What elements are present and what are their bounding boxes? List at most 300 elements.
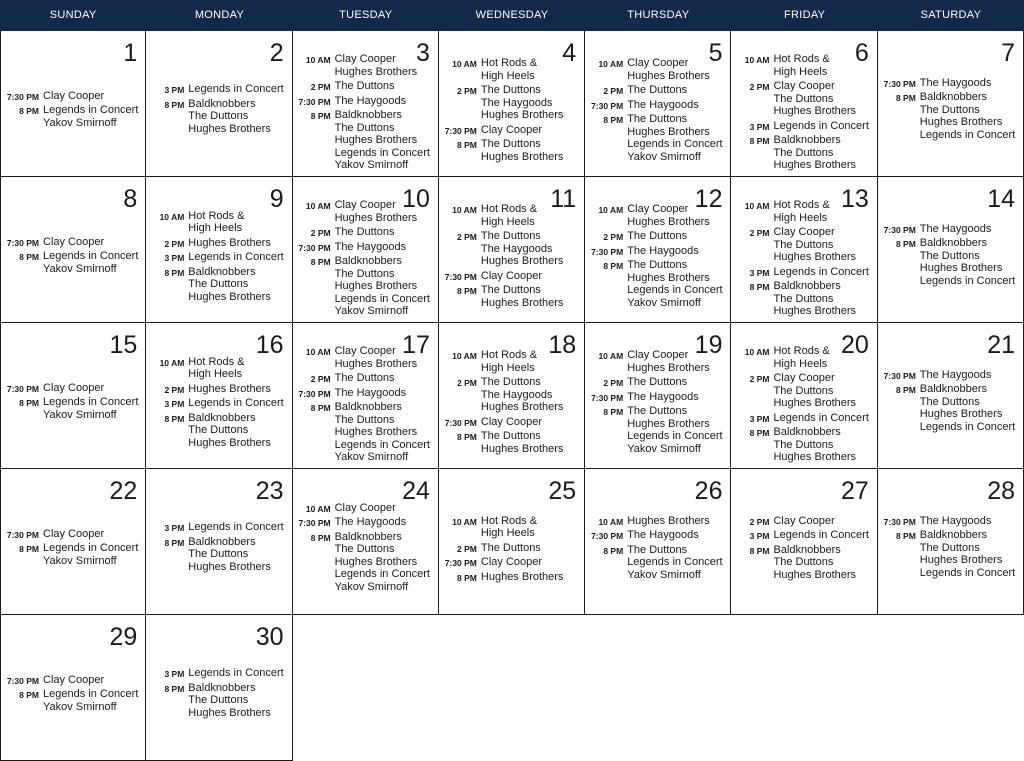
show-entry: [293, 95, 434, 108]
show-act-name: The Duttons: [919, 541, 980, 554]
show-time: 7:30 PM: [883, 370, 916, 381]
show-act-name: Legends in Concert: [773, 265, 869, 278]
show-acts: [627, 113, 726, 163]
show-entry: [1, 90, 141, 103]
empty-cell: [585, 615, 731, 761]
show-acts: [481, 542, 580, 555]
show-time: 8 PM: [895, 93, 916, 103]
show-acts: [627, 391, 726, 404]
day-cell: [146, 323, 292, 469]
show-entry: [146, 83, 287, 96]
show-act-name: Legends in Concert: [627, 430, 723, 442]
show-time: 7:30 PM: [883, 224, 916, 235]
show-time: 8 PM: [19, 252, 39, 262]
show-entry: [1, 104, 141, 129]
show-act-name: Clay Cooper: [43, 673, 105, 686]
show-act-name: The Duttons: [334, 226, 395, 238]
show-acts: [920, 383, 1019, 433]
show-acts: [43, 382, 141, 395]
show-act-name: The Haygoods: [480, 242, 553, 255]
show-act-name: Yakov Smirnoff: [334, 580, 409, 593]
show-time: 10 AM: [305, 503, 331, 514]
show-time: 10 AM: [452, 205, 477, 215]
show-act-name: The Duttons: [188, 424, 249, 436]
event-list: [146, 356, 287, 452]
show-time: 8 PM: [310, 532, 331, 543]
day-number: 5: [708, 39, 723, 67]
show-entry: [293, 372, 434, 385]
show-acts: [43, 396, 141, 421]
show-entry: [878, 369, 1019, 382]
event-list: [1, 382, 141, 424]
show-entry: [439, 284, 580, 309]
show-acts: [43, 236, 141, 249]
show-acts: [773, 372, 872, 410]
show-time: 8 PM: [310, 403, 331, 413]
show-entry: [439, 416, 580, 429]
weekday-sunday: SUNDAY: [49, 9, 97, 21]
show-act-name: The Duttons: [627, 543, 688, 556]
show-act-name: The Haygoods: [334, 516, 407, 528]
day-cell: [731, 469, 877, 615]
show-acts: [627, 259, 726, 309]
show-act-name: Hot Rods &: [480, 57, 538, 69]
show-act-name: Hughes Brothers: [334, 555, 418, 568]
show-entry: [146, 682, 287, 720]
show-acts: [627, 349, 726, 374]
show-act-name: Hughes Brothers: [188, 436, 271, 449]
day-cell: [0, 469, 146, 615]
show-act-name: Legends in Concert: [627, 284, 723, 296]
event-list: [1, 528, 141, 570]
show-time: 2 PM: [310, 374, 331, 384]
event-list: [731, 53, 872, 174]
show-act-name: The Duttons: [334, 80, 395, 92]
show-time: 2 PM: [603, 378, 624, 388]
show-act-name: Hot Rods &: [188, 355, 245, 368]
show-act-name: The Duttons: [919, 395, 980, 408]
show-acts: [188, 521, 287, 534]
show-act-name: Hot Rods &: [188, 209, 245, 222]
show-entry: [878, 237, 1019, 287]
show-act-name: Clay Cooper: [480, 123, 543, 136]
show-time: 10 AM: [744, 347, 770, 357]
show-act-name: Clay Cooper: [480, 269, 543, 282]
show-entry: [146, 210, 287, 235]
show-act-name: The Duttons: [773, 556, 834, 568]
show-entry: [1, 688, 141, 713]
show-entry: [439, 571, 580, 584]
day-cell: [0, 323, 146, 469]
show-time: 3 PM: [749, 267, 770, 278]
show-time: 2 PM: [603, 86, 624, 96]
event-list: [146, 83, 287, 137]
event-list: [878, 369, 1019, 436]
show-acts: [773, 412, 872, 425]
show-act-name: The Duttons: [188, 694, 249, 706]
show-act-name: Legends in Concert: [188, 667, 284, 679]
show-time: 7:30 PM: [444, 558, 477, 568]
show-entry: [439, 515, 580, 540]
day-number: 20: [840, 331, 869, 359]
show-entry: [293, 80, 434, 93]
day-number: 24: [402, 477, 430, 505]
event-list: [293, 345, 434, 466]
show-act-name: Legends in Concert: [773, 119, 869, 132]
show-entry: [731, 80, 872, 118]
show-act-name: The Haygoods: [334, 94, 407, 107]
show-time: 10 AM: [305, 201, 331, 211]
show-time: 10 AM: [305, 55, 331, 65]
event-list: [146, 521, 287, 575]
weekday-tuesday: TUESDAY: [339, 9, 393, 21]
show-act-name: Hot Rods &: [480, 349, 538, 361]
show-act-name: Clay Cooper: [773, 80, 835, 92]
show-acts: [335, 241, 434, 254]
show-acts: [188, 383, 287, 396]
show-entry: [146, 536, 287, 574]
show-time: 8 PM: [19, 106, 39, 116]
show-act-name: Legends in Concert: [188, 83, 284, 95]
show-time: 8 PM: [895, 531, 916, 541]
show-act-name: Baldknobbers: [334, 109, 402, 121]
show-acts: [335, 109, 434, 172]
show-entry: [146, 667, 287, 680]
show-time: 8 PM: [749, 136, 770, 146]
show-entry: [731, 120, 872, 133]
show-time: 7:30 PM: [6, 675, 39, 686]
show-time: 7:30 PM: [591, 392, 624, 403]
show-acts: [188, 536, 287, 574]
show-time: 10 AM: [744, 55, 770, 65]
show-acts: [773, 53, 872, 78]
show-time: 7:30 PM: [6, 529, 39, 540]
show-acts: [188, 412, 287, 450]
show-time: 8 PM: [310, 111, 331, 121]
show-entry: [293, 502, 434, 515]
show-entry: [146, 521, 287, 534]
show-entry: [585, 245, 726, 258]
show-entry: [1, 542, 141, 567]
show-act-name: High Heels: [480, 215, 535, 228]
show-acts: [188, 266, 287, 304]
show-entry: [731, 53, 872, 78]
show-acts: [43, 250, 141, 275]
show-acts: [43, 90, 141, 103]
show-entry: [439, 556, 580, 569]
show-acts: [920, 237, 1019, 287]
show-act-name: The Duttons: [627, 376, 688, 388]
show-acts: [920, 515, 1019, 528]
show-act-name: Baldknobbers: [334, 530, 402, 543]
show-act-name: The Duttons: [188, 110, 249, 122]
show-entry: [585, 57, 726, 82]
show-act-name: Clay Cooper: [480, 556, 543, 568]
show-time: 3 PM: [164, 85, 185, 95]
weekday-thursday: THURSDAY: [627, 9, 690, 21]
day-number: 28: [987, 477, 1016, 505]
show-time: 2 PM: [310, 82, 331, 92]
show-act-name: The Duttons: [334, 372, 395, 384]
show-act-name: Clay Cooper: [627, 57, 689, 69]
show-act-name: Hughes Brothers: [773, 451, 857, 463]
show-time: 8 PM: [603, 115, 624, 125]
show-act-name: Clay Cooper: [43, 381, 105, 394]
show-entry: [731, 544, 872, 582]
day-number: 4: [562, 39, 577, 67]
day-number: 1: [123, 39, 138, 67]
show-act-name: Clay Cooper: [773, 514, 835, 527]
show-time: 7:30 PM: [591, 100, 624, 111]
show-act-name: Legends in Concert: [43, 250, 139, 262]
day-number: 14: [987, 185, 1016, 213]
show-entry: [439, 57, 580, 82]
show-entry: [731, 134, 872, 172]
day-number: 7: [1001, 39, 1016, 67]
show-time: 7:30 PM: [298, 242, 331, 253]
show-act-name: Hughes Brothers: [188, 706, 271, 719]
show-entry: [585, 349, 726, 374]
show-time: 8 PM: [457, 140, 477, 150]
show-entry: [293, 516, 434, 529]
day-cell: [878, 323, 1024, 469]
show-act-name: Baldknobbers: [919, 529, 988, 541]
show-act-name: Yakov Smirnoff: [43, 116, 117, 129]
show-act-name: Baldknobbers: [188, 411, 256, 424]
show-act-name: High Heels: [773, 211, 828, 224]
show-act-name: Hughes Brothers: [334, 357, 418, 370]
event-list: [585, 57, 726, 165]
show-acts: [188, 682, 287, 720]
show-time: 7:30 PM: [6, 91, 39, 102]
show-time: 8 PM: [603, 545, 624, 556]
show-act-name: The Haygoods: [919, 514, 992, 527]
show-acts: [188, 397, 287, 410]
show-act-name: Hughes Brothers: [188, 560, 271, 573]
show-time: 2 PM: [457, 86, 477, 96]
show-act-name: Hughes Brothers: [919, 408, 1003, 420]
day-number: 2: [269, 39, 284, 67]
show-act-name: The Haygoods: [627, 529, 699, 541]
day-cell: [146, 31, 292, 177]
show-act-name: Hughes Brothers: [773, 159, 857, 171]
show-act-name: The Duttons: [188, 548, 249, 560]
show-act-name: Baldknobbers: [919, 91, 988, 103]
show-act-name: Hughes Brothers: [627, 271, 710, 284]
day-number: 25: [548, 477, 577, 505]
show-acts: [335, 502, 434, 515]
show-acts: [627, 376, 726, 389]
show-act-name: The Haygoods: [480, 96, 553, 109]
show-time: 7:30 PM: [883, 516, 916, 527]
day-number: 19: [694, 331, 723, 359]
show-time: 8 PM: [164, 683, 185, 694]
show-time: 2 PM: [457, 232, 477, 242]
show-act-name: Clay Cooper: [334, 199, 396, 211]
show-entry: [146, 237, 287, 250]
show-time: 3 PM: [164, 399, 185, 409]
event-list: [293, 502, 434, 596]
show-entry: [585, 391, 726, 404]
show-act-name: Hughes Brothers: [627, 361, 710, 374]
event-list: [585, 515, 726, 584]
show-acts: [481, 416, 580, 429]
show-acts: [43, 542, 141, 567]
show-act-name: Hughes Brothers: [480, 150, 564, 163]
show-act-name: Legends in Concert: [43, 542, 139, 554]
day-cell: [439, 31, 585, 177]
show-entry: [439, 542, 580, 555]
show-entry: [585, 99, 726, 112]
show-act-name: Hot Rods &: [773, 53, 830, 65]
show-time: 10 AM: [598, 59, 624, 69]
show-entry: [731, 412, 872, 425]
show-acts: [481, 138, 580, 163]
event-list: [731, 199, 872, 320]
show-act-name: Hughes Brothers: [480, 296, 564, 309]
show-acts: [773, 199, 872, 224]
show-act-name: Legends in Concert: [334, 438, 430, 451]
show-act-name: The Duttons: [480, 541, 541, 554]
show-entry: [439, 376, 580, 414]
show-entry: [146, 98, 287, 136]
show-act-name: Hughes Brothers: [773, 397, 857, 409]
show-acts: [335, 401, 434, 464]
show-time: 10 AM: [159, 211, 185, 222]
show-act-name: The Duttons: [627, 259, 688, 271]
show-time: 8 PM: [895, 385, 916, 395]
show-acts: [481, 57, 580, 82]
day-number: 22: [109, 477, 138, 505]
day-number: 18: [548, 331, 577, 359]
show-act-name: Hughes Brothers: [188, 290, 271, 303]
day-number: 11: [550, 185, 577, 213]
day-cell: [293, 31, 439, 177]
show-time: 8 PM: [164, 267, 185, 278]
show-time: 2 PM: [749, 374, 770, 384]
show-entry: [585, 515, 726, 528]
show-act-name: The Haygoods: [334, 386, 407, 399]
day-cell: [439, 469, 585, 615]
empty-cell: [439, 615, 585, 761]
show-acts: [335, 226, 434, 239]
show-entry: [439, 349, 580, 374]
show-act-name: The Duttons: [773, 292, 834, 305]
event-list: [146, 210, 287, 306]
show-act-name: Hughes Brothers: [334, 65, 418, 78]
show-time: 8 PM: [749, 545, 770, 556]
show-acts: [773, 134, 872, 172]
show-act-name: Hot Rods &: [773, 345, 830, 357]
show-entry: [146, 412, 287, 450]
show-time: 2 PM: [749, 228, 770, 238]
show-entry: [293, 345, 434, 370]
show-time: 8 PM: [164, 99, 185, 110]
show-time: 10 AM: [452, 516, 477, 527]
day-cell: [439, 177, 585, 323]
show-time: 7:30 PM: [6, 237, 39, 248]
show-act-name: The Duttons: [480, 430, 541, 442]
show-entry: [585, 405, 726, 455]
show-acts: [188, 356, 287, 381]
show-entry: [1, 250, 141, 275]
show-act-name: The Haygoods: [627, 98, 699, 111]
day-number: 30: [255, 623, 284, 651]
show-act-name: The Duttons: [919, 103, 980, 116]
show-act-name: The Duttons: [627, 84, 688, 96]
show-acts: [335, 53, 434, 78]
show-entry: [293, 241, 434, 254]
show-act-name: The Duttons: [773, 438, 834, 451]
show-acts: [773, 544, 872, 582]
show-time: 2 PM: [749, 82, 770, 92]
show-acts: [188, 83, 287, 96]
show-act-name: Legends in Concert: [773, 529, 869, 541]
show-act-name: The Duttons: [773, 238, 834, 251]
show-entry: [731, 426, 872, 464]
show-acts: [188, 210, 287, 235]
show-time: 2 PM: [164, 238, 185, 249]
show-time: 8 PM: [457, 432, 477, 442]
show-time: 2 PM: [749, 516, 770, 527]
show-time: 2 PM: [310, 228, 331, 238]
show-act-name: Hughes Brothers: [919, 262, 1003, 274]
show-acts: [188, 251, 287, 264]
show-time: 8 PM: [457, 572, 477, 583]
show-time: 7:30 PM: [298, 518, 331, 528]
event-list: [731, 345, 872, 466]
day-number: 17: [402, 331, 430, 359]
show-time: 7:30 PM: [444, 125, 477, 136]
show-acts: [920, 369, 1019, 382]
show-act-name: Clay Cooper: [334, 501, 396, 514]
show-act-name: Baldknobbers: [773, 134, 841, 146]
day-number: 9: [269, 185, 284, 213]
show-entry: [585, 259, 726, 309]
show-act-name: Legends in Concert: [919, 566, 1016, 579]
show-act-name: Hughes Brothers: [188, 122, 271, 135]
show-act-name: Hot Rods &: [480, 203, 538, 215]
show-entry: [146, 251, 287, 264]
show-act-name: The Duttons: [480, 84, 541, 96]
show-entry: [731, 226, 872, 264]
show-acts: [773, 529, 872, 542]
show-act-name: Clay Cooper: [43, 527, 105, 540]
show-act-name: Baldknobbers: [334, 401, 402, 413]
show-acts: [481, 284, 580, 309]
show-act-name: Legends in Concert: [43, 688, 139, 700]
day-number: 13: [840, 185, 869, 213]
show-time: 8 PM: [749, 282, 770, 292]
show-time: 10 AM: [305, 347, 331, 357]
day-number: 15: [109, 331, 138, 359]
show-act-name: Hughes Brothers: [627, 125, 710, 138]
show-acts: [335, 345, 434, 370]
show-acts: [920, 223, 1019, 236]
show-act-name: Hughes Brothers: [334, 280, 418, 292]
day-number: 10: [402, 185, 430, 213]
show-entry: [731, 199, 872, 224]
show-acts: [43, 674, 141, 687]
show-entry: [293, 226, 434, 239]
show-act-name: Hughes Brothers: [480, 255, 564, 267]
show-act-name: Yakov Smirnoff: [43, 262, 117, 275]
show-entry: [439, 138, 580, 163]
show-act-name: Hughes Brothers: [188, 382, 271, 395]
event-list: [146, 667, 287, 721]
show-entry: [731, 515, 872, 528]
show-acts: [481, 430, 580, 455]
